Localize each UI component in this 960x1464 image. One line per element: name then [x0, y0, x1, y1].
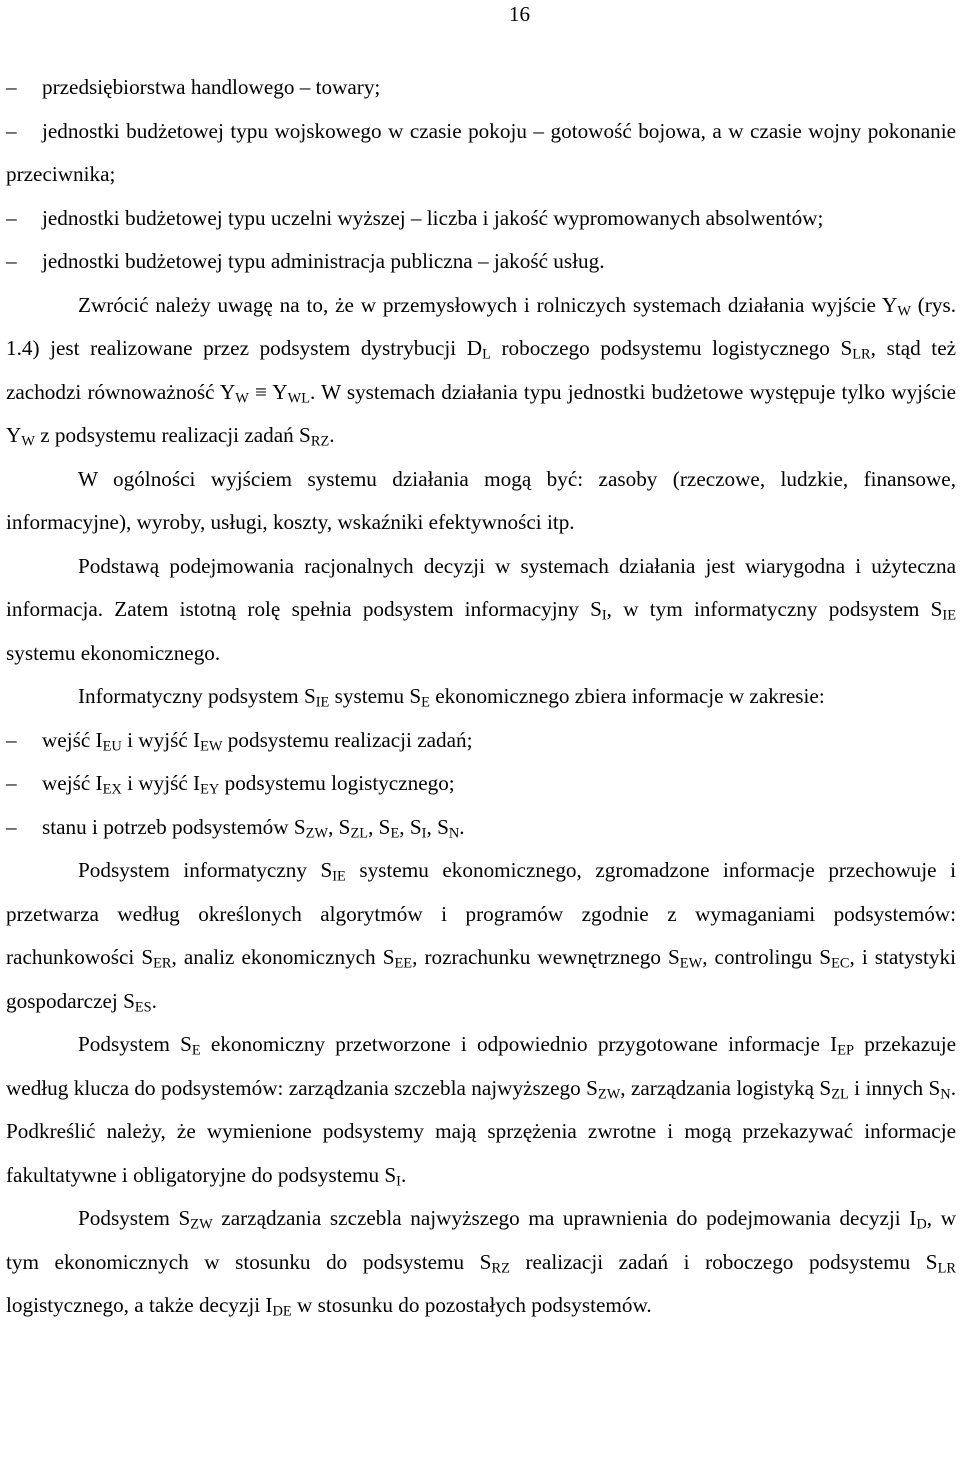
text-run: przekazuje według klucza do podsystemów: zarządzania szczebla najwyższego S [6, 1032, 956, 1100]
text-run: , i statystyki gospodarczej S [6, 945, 956, 1013]
subscript: I [601, 607, 607, 624]
subscript: ES [134, 999, 152, 1016]
subscript: W [897, 303, 911, 320]
text-run: . W systemach działania typu jednostki budżetowe występuje tylko wyjście Y [6, 379, 956, 447]
subscript: IE [315, 694, 330, 711]
paragraph [6, 545, 956, 676]
subscript: EE [394, 955, 413, 972]
paragraph [6, 284, 956, 458]
text-run: w stosunku do pozostałych podsystemów. [291, 1293, 652, 1317]
text-run: Podsystem informatyczny S [78, 858, 333, 882]
text-run: i wyjść I [121, 727, 201, 752]
text-run: , S [399, 814, 422, 839]
subscript: RZ [310, 433, 330, 450]
dash-bullet: – [6, 118, 17, 143]
dash-bullet: – [6, 771, 17, 795]
text-run: , S [368, 814, 391, 839]
subscript: EU [102, 738, 122, 755]
paragraph [6, 1197, 956, 1328]
list-item-text: jednostki budżetowej typu uczelni wyższej – liczba i jakość wypromowanych absolwentów; [42, 205, 824, 230]
text-run: wejść I [42, 727, 103, 752]
dash-bullet: – [6, 727, 17, 752]
subscript: ER [153, 955, 172, 972]
subscript: WL [287, 390, 310, 407]
text-run: z podsystemu realizacji zadań S [34, 423, 311, 447]
subscript: EW [679, 955, 703, 972]
list-item-text: jednostki budżetowej typu administracja publiczna – jakość usług. [42, 249, 605, 273]
subscript: IE [332, 868, 346, 885]
subscript: DE [272, 1303, 292, 1320]
subscript: N [448, 825, 460, 842]
subscript: E [390, 825, 400, 842]
text-run: podsystemu realizacji zadań; [222, 727, 473, 752]
text-run: realizacji zadań i roboczego podsystemu S [509, 1249, 938, 1274]
subscript: I [421, 825, 427, 842]
subscript: ZW [597, 1086, 621, 1103]
text-run: . [459, 814, 465, 839]
text-run: Informatyczny podsystem S [78, 684, 316, 708]
dash-bullet: – [6, 75, 17, 99]
text-run: , S [328, 814, 351, 839]
text-run: , stąd też zachodzi równoważność Y [6, 336, 957, 404]
text-run: systemu S [329, 684, 422, 708]
list-item [6, 806, 956, 850]
list-item [6, 719, 956, 763]
text-run: . [329, 423, 335, 447]
list-item [6, 66, 956, 110]
list-item-text [42, 771, 455, 798]
dash-bullet: – [6, 814, 17, 839]
document-body [6, 66, 956, 1328]
subscript: EP [837, 1042, 854, 1059]
list-item-text [42, 814, 465, 842]
text-run: , S [426, 814, 449, 839]
text-run: roboczego podsystemu logistycznego S [490, 336, 853, 360]
subscript: L [482, 346, 491, 363]
list-item [6, 762, 956, 806]
subscript: RZ [491, 1260, 510, 1277]
subscript: W [235, 390, 249, 407]
paragraph [6, 849, 956, 1023]
text-run: , controlingu S [702, 945, 832, 969]
text-run: , w tym informatyczny podsystem S [606, 597, 943, 621]
text-run: stanu i potrzeb podsystemów S [42, 814, 306, 839]
subscript: EX [102, 781, 122, 798]
subscript: LR [852, 346, 871, 363]
text-run: systemu ekonomicznego. [6, 640, 221, 665]
text-run: i innych S [848, 1075, 941, 1100]
text-run: Podsystem S [78, 1206, 191, 1230]
subscript: D [916, 1216, 927, 1233]
text-run: Podsystem S [78, 1032, 192, 1056]
list-item-text: przedsiębiorstwa handlowego – towary; [42, 75, 381, 99]
text-run: , rozrachunku wewnętrznego S [412, 945, 680, 969]
subscript: E [421, 694, 430, 711]
text-run: , analiz ekonomicznych S [171, 945, 395, 969]
subscript: IE [942, 607, 956, 624]
text-run: ekonomiczny przetworzone i odpowiednio przygotowane informacje I [200, 1032, 838, 1056]
subscript: ZL [350, 825, 369, 842]
paragraph [6, 1023, 956, 1197]
dash-bullet: – [6, 205, 17, 230]
text-run: ≡ Y [248, 379, 288, 404]
subscript: ZW [305, 825, 329, 842]
paragraph: W ogólności wyjściem systemu działania mogą być: zasoby (rzeczowe, ludzkie, finansowe, informacyjne), wyroby, usługi, koszty, wskaźniki efektywności itp. [6, 466, 956, 534]
dash-bullet: – [6, 249, 17, 273]
text-run: Podstawą podejmowania racjonalnych decyzji w systemach działania jest wiarygodna i użyteczna informacja. Zatem istotną rolę spełnia podsystem informacyjny S [6, 553, 956, 621]
list-item [6, 110, 956, 197]
text-run: . [151, 988, 157, 1013]
text-run: , w tym ekonomicznych w stosunku do podsystemu S [6, 1206, 956, 1274]
subscript: ZL [831, 1086, 849, 1103]
subscript: N [940, 1086, 951, 1103]
subscript: I [396, 1173, 401, 1190]
list-item-text: jednostki budżetowej typu wojskowego w czasie pokoju – gotowość bojowa, a w czasie wojny pokonanie przeciwnika; [6, 118, 956, 186]
text-run: zarządzania szczebla najwyższego ma uprawnienia do podejmowania decyzji I [212, 1206, 917, 1230]
text-run: . [400, 1162, 407, 1187]
text-run: systemu ekonomicznego, zgromadzone informacje przechowuje i przetwarza według określonych algorytmów i programów zgodnie z wymaganiami podsystemów: rachunkowości S [6, 858, 956, 969]
subscript: EW [200, 738, 223, 755]
text-run: logistycznego, a także decyzji I [6, 1293, 273, 1317]
text-run: wejść I [42, 771, 103, 795]
text-run: podsystemu logistycznego; [219, 771, 455, 795]
subscript: E [191, 1042, 201, 1059]
subscript: EY [200, 781, 220, 798]
subscript: LR [937, 1260, 956, 1277]
list-item [6, 240, 956, 284]
list-item-text [42, 727, 473, 755]
text-run: , zarządzania logistyką S [620, 1075, 832, 1100]
text-run: . Podkreślić należy, że wymienione podsystemy mają sprzężenia zwrotne i mogą przekazywać informacje fakultatywne i obligatoryjne do podsystemu S [6, 1075, 956, 1187]
subscript: W [21, 433, 35, 450]
subscript: ZW [190, 1216, 213, 1233]
paragraph [6, 675, 956, 719]
subscript: EC [831, 955, 850, 972]
text-run: i wyjść I [121, 771, 201, 795]
list-item [6, 197, 956, 241]
text-run: ekonomicznego zbiera informacje w zakresie: [429, 684, 825, 708]
page-number: 16 [509, 2, 530, 26]
text-run: Zwrócić należy uwagę na to, że w przemysłowych i rolniczych systemach działania wyjście Y [78, 292, 898, 317]
text-run: (rys. 1.4) jest realizowane przez podsystem dystrybucji D [6, 292, 957, 360]
